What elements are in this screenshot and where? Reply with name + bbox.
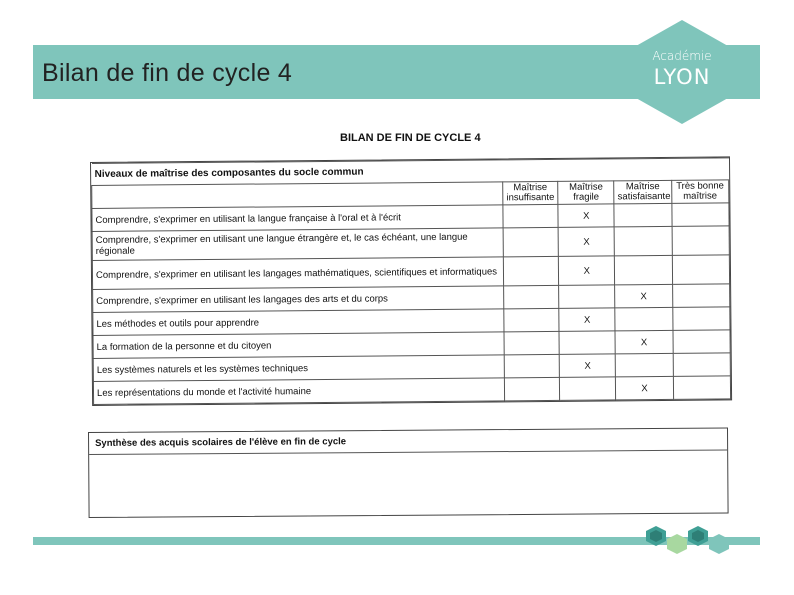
- synthesis-header: Synthèse des acquis scolaires de l'élève en fin de cycle: [89, 429, 727, 455]
- column-header-insuffisante: Maîtrise insuffisante: [503, 181, 559, 204]
- mark-cell: [673, 376, 731, 399]
- mark-cell: [615, 255, 673, 284]
- synthesis-box: [88, 428, 729, 518]
- mark-cell: [504, 354, 560, 377]
- mark-cell: [672, 255, 730, 284]
- row-label: Comprendre, s'exprimer en utilisant les langages mathématiques, scientifiques et informatiques: [92, 257, 503, 290]
- column-header-satisfaisante: Maîtrise satisfaisante: [614, 180, 672, 203]
- mark-cell: [504, 308, 560, 331]
- mark-cell: X: [616, 376, 674, 399]
- mark-cell: X: [615, 284, 673, 307]
- column-header-tres-bonne: Très bonne maîtrise: [671, 180, 729, 203]
- mark-cell: [503, 256, 559, 285]
- mark-cell: [672, 226, 730, 255]
- mark-cell: [560, 377, 616, 400]
- decorative-hexagons: [644, 524, 736, 556]
- mark-cell: [615, 307, 673, 330]
- mark-cell: [673, 330, 731, 353]
- row-label: Comprendre, s'exprimer en utilisant une langue étrangère et, le cas échéant, une langue régionale: [92, 228, 503, 261]
- mark-cell: [504, 377, 560, 400]
- column-header-fragile: Maîtrise fragile: [558, 181, 614, 204]
- table-row: [93, 376, 730, 405]
- mark-cell: [673, 353, 731, 376]
- mark-cell: [614, 226, 672, 255]
- row-label: Les systèmes naturels et les systèmes techniques: [93, 355, 504, 382]
- mark-cell: [672, 307, 730, 330]
- row-label: Comprendre, s'exprimer en utilisant les langages des arts et du corps: [93, 286, 504, 313]
- mark-cell: [616, 353, 674, 376]
- academie-lyon-logo: [634, 20, 730, 124]
- row-label: Les représentations du monde et l'activité humaine: [93, 378, 504, 405]
- mark-cell: [503, 227, 559, 256]
- table-header: Niveaux de maîtrise des composantes du socle commun: [92, 158, 729, 186]
- mark-cell: [672, 284, 730, 307]
- mark-cell: [614, 203, 672, 226]
- hexagon-cluster-icon: [644, 524, 736, 556]
- table-body: [92, 203, 731, 405]
- mark-cell: X: [558, 227, 614, 256]
- row-label: Les méthodes et outils pour apprendre: [93, 309, 504, 336]
- mark-cell: [559, 285, 615, 308]
- mark-cell: [503, 204, 559, 227]
- slide-title: Bilan de fin de cycle 4: [42, 59, 293, 87]
- mark-cell: X: [615, 330, 673, 353]
- mark-cell: X: [558, 204, 614, 227]
- row-label: Comprendre, s'exprimer en utilisant la langue française à l'oral et à l'écrit: [92, 205, 503, 232]
- mark-cell: X: [559, 308, 615, 331]
- document-title: BILAN DE FIN DE CYCLE 4: [340, 132, 481, 144]
- mark-cell: X: [559, 354, 615, 377]
- logo-line-academie: Académie: [652, 49, 712, 63]
- logo-line-lyon: LYON: [653, 65, 711, 89]
- mark-cell: [503, 285, 559, 308]
- mark-cell: [672, 203, 730, 226]
- competence-table: [90, 156, 732, 406]
- mark-cell: [504, 331, 560, 354]
- mark-cell: [559, 331, 615, 354]
- mark-cell: X: [559, 256, 615, 285]
- row-label: La formation de la personne et du citoyen: [93, 332, 504, 359]
